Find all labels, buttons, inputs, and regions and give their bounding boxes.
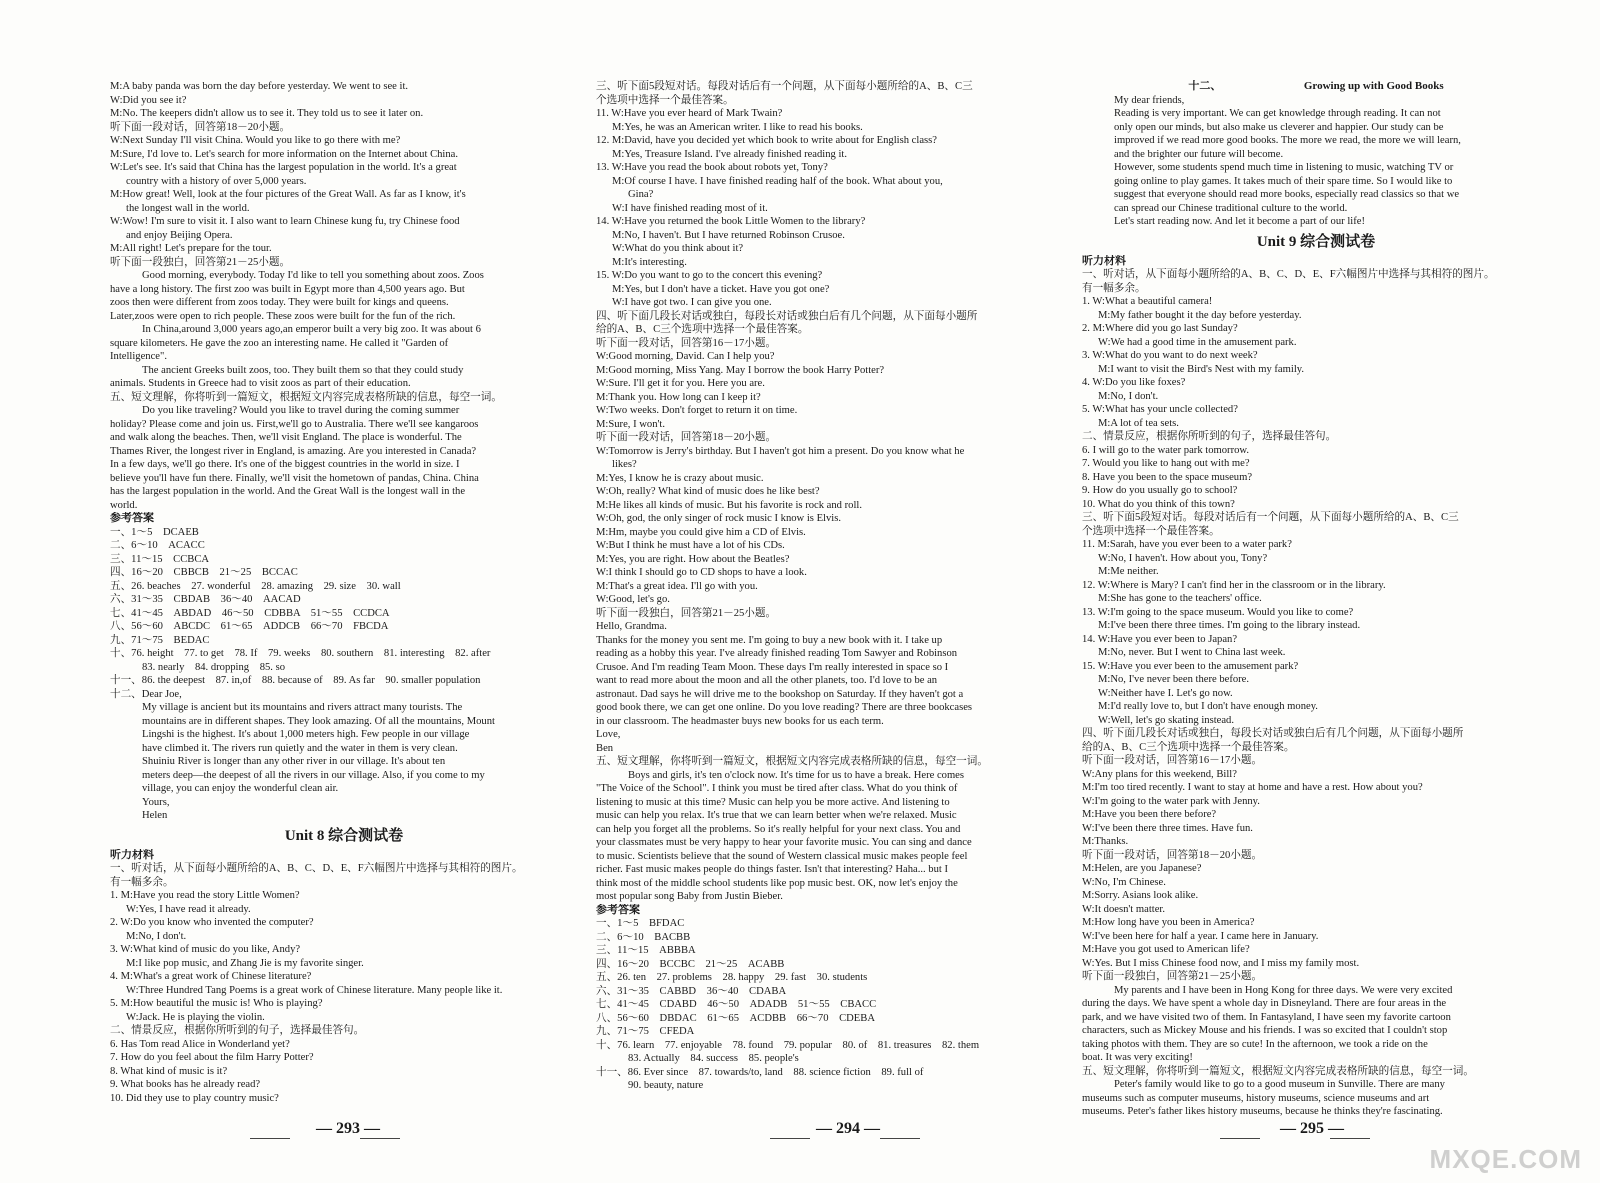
text-line: 四、听下面几段长对话或独白，每段长对话或独白后有几个问题，从下面每小题所 xyxy=(596,310,978,322)
text-line: astronaut. Dad says he will drive me to the bookshop on Saturday. If they haven't got a xyxy=(596,688,964,700)
text-line: W:Did you see it? xyxy=(110,94,187,106)
page-number-293: — 293 — xyxy=(316,1120,380,1137)
text-line: richer. Fast music makes people do things faster. Isn't that interesting? Haha... but I xyxy=(596,864,949,875)
text-line: However, some students spend much time in listening to music, watching TV or xyxy=(1114,162,1454,173)
text-line: 4. W:Do you like foxes? xyxy=(1082,377,1186,388)
text-line: 五、26. ten 27. problems 28. happy 29. fast 30. students xyxy=(596,972,868,983)
text-line: In a few days, we'll go there. It's one of the biggest countries in the world in size. I xyxy=(110,459,460,470)
text-line: improved if we read more good books. The more we read, the more we will learn, xyxy=(1114,135,1461,146)
subsection-label: 参考答案 xyxy=(596,903,640,916)
text-line: 十二、Dear Joe, xyxy=(110,688,182,700)
text-line: 二、情景反应，根据你所听到的句子，选择最佳答句。 xyxy=(110,1025,365,1036)
page-number-295: — 295 — xyxy=(1280,1120,1344,1137)
text-line: 二、6～10 BACBB xyxy=(596,931,691,943)
text-line: 听下面一段对话，回答第16－17小题。 xyxy=(1082,755,1263,766)
text-line: Love, xyxy=(596,729,621,740)
text-line: M:Hm, maybe you could give him a CD of Elvis. xyxy=(596,526,806,538)
text-line: 十一、86. the deepest 87. in,of 88. because of 89. As far 90. smaller population xyxy=(110,675,481,686)
text-line: believe you'll have fun there. Finally, we'll visit the hometown of pandas, China. China xyxy=(110,472,479,484)
text-line: W:No, I'm Chinese. xyxy=(1082,876,1166,888)
text-line: 三、11～15 ABBBA xyxy=(596,945,696,956)
text-line: 83. nearly 84. dropping 85. so xyxy=(142,661,285,673)
text-line: 12. W:Where is Mary? I can't find her in the classroom or in the library. xyxy=(1082,579,1386,591)
text-line: the longest wall in the world. xyxy=(126,202,250,214)
text-line: W:Oh, god, the only singer of rock music I know is Elvis. xyxy=(596,513,841,524)
text-line: 听下面一段独白，回答第21－25小题。 xyxy=(596,607,777,619)
text-line: M:Of course I have. I have finished reading half of the book. What about you, xyxy=(612,175,943,187)
text-line: W:Let's see. It's said that China has the largest population in the world. It's a great xyxy=(110,162,457,173)
text-line: Intelligence". xyxy=(110,351,167,362)
column-left xyxy=(110,80,578,1120)
text-line: and walk along the beaches. Then, we'll visit England. The place is wonderful. The xyxy=(110,432,462,443)
text-line: museums such as computer museums, history museums, science museums and art xyxy=(1082,1092,1430,1104)
text-line: W:I have finished reading most of it. xyxy=(612,202,768,214)
text-line: 四、听下面几段长对话或独白，每段长对话或独白后有几个问题，从下面每小题所 xyxy=(1082,728,1464,739)
text-line: Let's start reading now. And let it become a part of our life! xyxy=(1114,216,1365,227)
text-line: music can help you relax. It's true that we can learn better when we're relaxed. Music xyxy=(596,810,957,821)
text-line: M:No, I haven't. But I have returned Robinson Crusoe. xyxy=(612,229,845,241)
text-line: 有一幅多余。 xyxy=(1082,282,1146,294)
text-line: 10. What do you think of this town? xyxy=(1082,498,1235,510)
text-line: 给的A、B、C三个选项中选择一个最佳答案。 xyxy=(1082,741,1295,753)
text-line: 15. W:Do you want to go to the concert this evening? xyxy=(596,270,823,281)
text-line: 听下面一段独白，回答第21－25小题。 xyxy=(1082,971,1263,982)
text-line: can spread our Chinese traditional culture to the world. xyxy=(1114,202,1348,214)
text-line: M:Sorry. Asians look alike. xyxy=(1082,890,1199,901)
text-line: 2. W:Do you know who invented the computer? xyxy=(110,917,314,928)
text-line: Thanks for the money you sent me. I'm going to buy a new book with it. I take up xyxy=(596,634,943,646)
text-line: village, you can enjoy the wonderful clean air. xyxy=(142,783,339,794)
text-line: 四、16～20 BCCBC 21～25 ACABB xyxy=(596,958,785,970)
text-line: good book there, we can get one online. Do you love reading? There are three bookcases xyxy=(596,702,973,713)
text-line: 听下面一段对话，回答第18－20小题。 xyxy=(110,121,291,133)
page-number-rule xyxy=(250,1138,290,1139)
text-line: My dear friends, xyxy=(1114,94,1185,106)
text-line: 12. M:David, have you decided yet which book to write about for English class? xyxy=(596,135,937,146)
text-line: W:What do you think about it? xyxy=(612,243,744,254)
text-line: 7. Would you like to hang out with me? xyxy=(1082,458,1250,469)
text-line: park, and we have visited two of them. In Fantasyland, I have seen my favorite cartoon xyxy=(1082,1011,1451,1023)
text-line: Gina? xyxy=(628,189,654,200)
text-line: W:Good, let's go. xyxy=(596,594,670,605)
page-number-rule xyxy=(880,1138,920,1139)
text-line: 八、56～60 DBDAC 61～65 ACDBB 66～70 CDEBA xyxy=(596,1012,875,1024)
text-line: M:Sure, I won't. xyxy=(596,418,665,430)
text-line: 二、情景反应，根据你所听到的句子，选择最佳答句。 xyxy=(1082,431,1337,442)
text-line: 给的A、B、C三个选项中选择一个最佳答案。 xyxy=(596,324,809,335)
text-line: M:I like pop music, and Zhang Jie is my favorite singer. xyxy=(126,957,364,969)
text-line: characters, such as Mickey Mouse and his friends. I was so excited that I couldn't stop xyxy=(1082,1025,1448,1036)
text-line: holiday? Please come and join us. First,we'll go to Australia. There we'll see kangaroos xyxy=(110,418,479,430)
text-line: 六、31～35 CBDAB 36～40 AACAD xyxy=(110,594,301,605)
text-line: W:Next Sunday I'll visit China. Would you like to go there with me? xyxy=(110,135,401,146)
text-line: 十二、 Growing up with Good Books xyxy=(1188,80,1444,92)
text-line: 听下面一段对话，回答第18－20小题。 xyxy=(596,432,777,443)
text-line: M:A baby panda was born the day before yesterday. We went to see it. xyxy=(110,81,409,92)
text-line: Reading is very important. We can get knowledge through reading. It can not xyxy=(1114,108,1441,119)
text-line: M:Good morning, Miss Yang. May I borrow the book Harry Potter? xyxy=(596,364,885,376)
text-line: M:All right! Let's prepare for the tour. xyxy=(110,243,272,254)
text-line: M:Me neither. xyxy=(1098,566,1159,577)
text-line: 八、56～60 ABCDC 61～65 ADDCB 66～70 FBCDA xyxy=(110,621,389,632)
text-line: W:We had a good time in the amusement park. xyxy=(1098,336,1297,348)
text-line: Do you like traveling? Would you like to travel during the coming summer xyxy=(142,405,460,416)
text-line: M:No, I've never been there before. xyxy=(1098,674,1250,685)
text-line: M:Yes, Treasure Island. I've already finished reading it. xyxy=(612,148,848,160)
text-line: Hello, Grandma. xyxy=(596,621,667,632)
text-line: M:A lot of tea sets. xyxy=(1098,417,1179,429)
text-line: square kilometers. He gave the zoo an interesting name. He called it "Garden of xyxy=(110,337,449,349)
page-number-294: — 294 — xyxy=(816,1120,880,1137)
text-line: 十一、86. Ever since 87. towards/to, land 88. science fiction 89. full of xyxy=(596,1066,924,1078)
text-line: 4. M:What's a great work of Chinese literature? xyxy=(110,971,312,982)
text-line: M:Yes, but I don't have a ticket. Have you got one? xyxy=(612,283,830,295)
text-line: listening to music at this time? Music can help you be more active. And listening to xyxy=(596,796,950,808)
text-line: in our classroom. The headmaster buys new books for us each term. xyxy=(596,715,884,727)
text-line: Later,zoos were open to rich people. These zoos were built for the fun of the rich. xyxy=(110,310,456,322)
text-line: 十、76. learn 77. enjoyable 78. found 79. popular 80. of 81. treasures 82. them xyxy=(596,1039,980,1051)
text-line: 二、6～10 ACACC xyxy=(110,540,205,551)
text-line: Thames River, the longest river in England, is amazing. Are you interested in Canada? xyxy=(110,445,477,457)
text-line: 7. How do you feel about the film Harry Potter? xyxy=(110,1052,314,1063)
text-line: 三、11～15 CCBCA xyxy=(110,553,210,565)
text-line: 9. How do you usually go to school? xyxy=(1082,485,1238,496)
text-line: 11. W:Have you ever heard of Mark Twain? xyxy=(596,108,783,119)
text-line: 有一幅多余。 xyxy=(110,876,174,888)
text-line: W:I think I should go to CD shops to have a look. xyxy=(596,567,807,578)
text-line: 13. W:I'm going to the space museum. Would you like to come? xyxy=(1082,606,1354,618)
text-line: reading as a hobby this year. I've already finished reading Tom Sawyer and Robinson xyxy=(596,648,958,659)
text-line: most popular song Baby from Justin Bieber. xyxy=(596,891,783,902)
column-right xyxy=(1082,80,1550,1120)
text-line: W:Two weeks. Don't forget to return it on time. xyxy=(596,405,798,416)
column-middle xyxy=(596,80,1064,1120)
text-line: museums. Peter's father likes history museums, because he thinks they're fascinating. xyxy=(1082,1106,1443,1117)
text-line: M:I'm too tired recently. I want to stay at home and have a rest. How about you? xyxy=(1082,782,1423,793)
text-line: 8. Have you been to the space museum? xyxy=(1082,471,1253,483)
text-line: W:Jack. He is playing the violin. xyxy=(126,1011,265,1023)
text-line: W:It doesn't matter. xyxy=(1082,903,1166,915)
text-line: W:No, I haven't. How about you, Tony? xyxy=(1098,552,1268,564)
text-line: 七、41～45 CDABD 46～50 ADADB 51～55 CBACC xyxy=(596,999,877,1010)
text-line: M:No, I don't. xyxy=(1098,390,1159,402)
text-line: M:No, never. But I went to China last week. xyxy=(1098,647,1286,658)
text-line: M:That's a great idea. I'll go with you. xyxy=(596,580,758,592)
subsection-label: 参考答案 xyxy=(110,512,154,524)
text-line: My village is ancient but its mountains and rivers attract many tourists. The xyxy=(142,702,463,713)
text-line: and enjoy Beijing Opera. xyxy=(126,229,233,241)
text-line: 1. W:What a beautiful camera! xyxy=(1082,296,1213,307)
text-line: 九、71～75 BEDAC xyxy=(110,634,210,646)
text-line: have a long history. The first zoo was built in Egypt more than 4,500 years ago. But xyxy=(110,283,465,295)
text-line: M:Thank you. How long can I keep it? xyxy=(596,391,761,403)
section-heading: Unit 9 综合测试卷 xyxy=(1256,233,1376,250)
text-line: W:I have got two. I can give you one. xyxy=(612,297,772,308)
text-line: The ancient Greeks built zoos, too. They built them so that they could study xyxy=(142,364,464,376)
text-line: W:I've been there three times. Have fun. xyxy=(1082,822,1253,834)
text-line: suggest that everyone should read more books, especially read classics so that we xyxy=(1114,189,1460,200)
text-line: taking photos with them. They are so cute! In the afternoon, we took a ride on the xyxy=(1082,1038,1428,1050)
text-line: W:Wow! I'm sure to visit it. I also want to learn Chinese kung fu, try Chinese food xyxy=(110,216,460,227)
subsection-label: 听力材料 xyxy=(1082,254,1126,267)
text-line: 五、短文理解，你将听到一篇短文，根据短文内容完成表格所缺的信息，每空一词。 xyxy=(110,391,502,403)
text-line: 3. W:What do you want to do next week? xyxy=(1082,350,1258,361)
text-line: M:My father bought it the day before yesterday. xyxy=(1098,309,1302,321)
text-line: mountains are in different shapes. They look amazing. Of all the mountains, Mount xyxy=(142,715,495,727)
text-line: My parents and I have been in Hong Kong for three days. We were very excited xyxy=(1114,984,1453,996)
text-line: 5. W:What has your uncle collected? xyxy=(1082,404,1238,415)
text-line: 五、26. beaches 27. wonderful 28. amazing 29. size 30. wall xyxy=(110,580,401,592)
text-line: zoos then were different from zoos today. They were built for kings and queens. xyxy=(110,297,449,308)
text-line: world. xyxy=(110,499,138,511)
text-line: W:Well, let's go skating instead. xyxy=(1098,714,1235,726)
text-line: M:No. The keepers didn't allow us to see it. They told us to see it later on. xyxy=(110,108,424,119)
text-line: 8. What kind of music is it? xyxy=(110,1065,228,1077)
text-line: have climbed it. The rivers run quietly and the water in them is very clean. xyxy=(142,742,458,754)
text-line: Ben xyxy=(596,742,614,754)
text-line: 一、1～5 DCAEB xyxy=(110,526,199,538)
text-line: 14. W:Have you ever been to Japan? xyxy=(1082,633,1238,645)
text-line: 5. M:How beautiful the music is! Who is playing? xyxy=(110,998,323,1009)
text-line: likes? xyxy=(612,459,637,470)
text-line: can help you forget all the problems. So it's really helpful for your next class. You and xyxy=(596,823,961,835)
text-line: M:Yes, he was an American writer. I like to read his books. xyxy=(612,121,863,133)
section-heading: Unit 8 综合测试卷 xyxy=(284,827,404,844)
text-line: M:No, I don't. xyxy=(126,930,187,942)
text-line: M:It's interesting. xyxy=(612,256,687,268)
text-line: W:I've been here for half a year. I came here in January. xyxy=(1082,930,1319,942)
text-line: 五、短文理解，你将听到一篇短文，根据短文内容完成表格所缺的信息，每空一词。 xyxy=(1082,1065,1474,1077)
text-line: 九、71～75 CFEDA xyxy=(596,1026,695,1037)
text-line: 13. W:Have you read the book about robots yet, Tony? xyxy=(596,162,828,173)
text-line: 十、76. height 77. to get 78. If 79. weeks 80. southern 81. interesting 82. after xyxy=(110,648,491,659)
text-line: boat. It was very exciting! xyxy=(1082,1052,1193,1063)
text-line: 一、听对话，从下面每小题所给的A、B、C、D、E、F六幅图片中选择与其相符的图片。 xyxy=(1082,269,1495,280)
text-line: and the brighter our future will become. xyxy=(1114,148,1284,160)
text-line: 五、短文理解，你将听到一篇短文，根据短文内容完成表格所缺的信息，每空一词。 xyxy=(596,756,988,767)
text-line: during the days. We have spent a whole day in Disneyland. There are four areas in the xyxy=(1082,998,1447,1009)
text-line: 6. I will go to the water park tomorrow. xyxy=(1082,444,1250,456)
text-line: 听下面一段独白，回答第21－25小题。 xyxy=(110,256,291,268)
text-line: 90. beauty, nature xyxy=(628,1080,704,1091)
text-line: 听下面一段对话，回答第16－17小题。 xyxy=(596,337,777,349)
text-line: want to read more about the moon and all the other planets, too. I'd love to be an xyxy=(596,675,938,686)
text-line: 个选项中选择一个最佳答案。 xyxy=(1082,525,1220,537)
text-line: animals. Students in Greece had to visit zoos as part of their education. xyxy=(110,378,411,389)
text-line: 3. W:What kind of music do you like, Andy? xyxy=(110,944,301,955)
text-line: 14. W:Have you returned the book Little Women to the library? xyxy=(596,216,866,227)
text-line: W:Three Hundred Tang Poems is a great work of Chinese literature. Many people like it. xyxy=(126,984,503,996)
text-line: M:Have you been there before? xyxy=(1082,809,1217,820)
text-line: going online to play games. It takes much of their spare time. So I would like to xyxy=(1114,175,1453,187)
text-line: 1. M:Have you read the story Little Women? xyxy=(110,890,300,901)
text-line: 9. What books has he already read? xyxy=(110,1079,261,1090)
text-line: M:I want to visit the Bird's Nest with my family. xyxy=(1098,363,1305,375)
text-line: 四、16～20 CBBCB 21～25 BCCAC xyxy=(110,567,298,578)
text-line: M:I've been there three times. I'm going to the library instead. xyxy=(1098,620,1361,631)
text-line: In China,around 3,000 years ago,an emperor built a very big zoo. It was about 6 xyxy=(142,324,481,335)
text-line: Lingshi is the highest. It's about 1,000 meters high. Few people in our village xyxy=(142,729,470,740)
text-line: 2. M:Where did you go last Sunday? xyxy=(1082,323,1238,334)
text-line: think most of the middle school students like pop music best. OK, now let's enjoy the xyxy=(596,877,958,889)
text-line: 10. Did they use to play country music? xyxy=(110,1092,279,1104)
text-line: W:But I think he must have a lot of his CDs. xyxy=(596,540,785,551)
text-line: W:Oh, really? What kind of music does he like best? xyxy=(596,486,820,497)
text-line: meters deep—the deepest of all the rivers in our village. Also, if you come to my xyxy=(142,769,485,781)
page-number-rule xyxy=(360,1138,400,1139)
text-line: Shuiniu River is longer than any other river in our village. It's about ten xyxy=(142,756,446,767)
subsection-label: 听力材料 xyxy=(110,848,154,861)
text-line: Peter's family would like to go to a good museum in Sunville. There are many xyxy=(1114,1079,1445,1090)
text-line: "The Voice of the School". I think you must be tired after class. What do you think of xyxy=(596,783,958,794)
text-line: 个选项中选择一个最佳答案。 xyxy=(596,94,734,106)
text-line: M:Have you got used to American life? xyxy=(1082,944,1250,955)
text-line: Crusoe. And I'm reading Team Moon. These days I'm really interested in space so I xyxy=(596,661,949,673)
text-line: W:Good morning, David. Can I help you? xyxy=(596,351,775,362)
page-number-rule xyxy=(770,1138,810,1139)
text-line: Yours, xyxy=(142,796,170,808)
text-line: 11. M:Sarah, have you ever been to a water park? xyxy=(1082,539,1292,550)
text-line: only open our minds, but also make us cleverer and happier. Our study can be xyxy=(1114,121,1444,133)
text-line: 三、听下面5段短对话。每段对话后有一个问题，从下面每小题所给的A、B、C三 xyxy=(1082,512,1459,523)
text-line: 15. W:Have you ever been to the amusement park? xyxy=(1082,660,1299,672)
site-watermark: MXQE.COM xyxy=(1429,1144,1582,1174)
text-line: W:Sure. I'll get it for you. Here you are. xyxy=(596,378,765,389)
text-line: 听下面一段对话，回答第18－20小题。 xyxy=(1082,849,1263,861)
text-line: M:Sure, I'd love to. Let's search for more information on the Internet about China. xyxy=(110,148,459,160)
text-line: W:Tomorrow is Jerry's birthday. But I haven't got him a present. Do you know what he xyxy=(596,445,965,457)
text-line: W:Neither have I. Let's go now. xyxy=(1098,687,1233,699)
text-line: M:Thanks. xyxy=(1082,836,1129,847)
text-line: Helen xyxy=(142,810,168,821)
text-line: M:How long have you been in America? xyxy=(1082,917,1255,928)
text-line: M:Yes, I know he is crazy about music. xyxy=(596,472,764,484)
text-line: to music. Scientists believe that the sound of Western classical music makes people feel xyxy=(596,850,968,862)
text-line: 六、31～35 CABBD 36～40 CDABA xyxy=(596,985,787,997)
text-line: W:Yes, I have read it already. xyxy=(126,903,251,915)
text-line: W:Yes. But I miss Chinese food now, and I miss my family most. xyxy=(1082,957,1360,969)
text-line: M:Yes, you are right. How about the Beatles? xyxy=(596,553,790,565)
text-line: 七、41～45 ABDAD 46～50 CDBBA 51～55 CCDCA xyxy=(110,607,390,619)
text-line: 一、1～5 BFDAC xyxy=(596,918,685,929)
text-line: 6. Has Tom read Alice in Wonderland yet? xyxy=(110,1038,290,1050)
text-line: Good morning, everybody. Today I'd like to tell you something about zoos. Zoos xyxy=(142,270,484,281)
text-line: M:How great! Well, look at the four pictures of the Great Wall. As far as I know, it's xyxy=(110,189,466,200)
text-line: country with a history of over 5,000 years. xyxy=(126,175,307,187)
text-line: 一、听对话，从下面每小题所给的A、B、C、D、E、F六幅图片中选择与其相符的图片。 xyxy=(110,863,523,874)
text-line: M:I'd really love to, but I don't have enough money. xyxy=(1098,701,1318,712)
text-line: W:Any plans for this weekend, Bill? xyxy=(1082,768,1237,780)
text-line: has the largest population in the world. And the Great Wall is the longest wall in the xyxy=(110,486,466,497)
text-line: M:Helen, are you Japanese? xyxy=(1082,863,1202,874)
text-line: 83. Actually 84. success 85. people's xyxy=(628,1053,799,1064)
page-number-rule xyxy=(1330,1138,1370,1139)
page-number-rule xyxy=(1220,1138,1260,1139)
text-line: Boys and girls, it's ten o'clock now. It's time for us to have a break. Here comes xyxy=(628,769,965,781)
text-line: your classmates must be very happy to hear your favorite music. You can sing and dance xyxy=(596,837,972,848)
text-line: M:She has gone to the teachers' office. xyxy=(1098,593,1262,604)
text-line: 三、听下面5段短对话。每段对话后有一个问题，从下面每小题所给的A、B、C三 xyxy=(596,81,973,92)
text-line: W:I'm going to the water park with Jenny. xyxy=(1082,795,1260,807)
text-line: M:He likes all kinds of music. But his favorite is rock and roll. xyxy=(596,499,862,511)
